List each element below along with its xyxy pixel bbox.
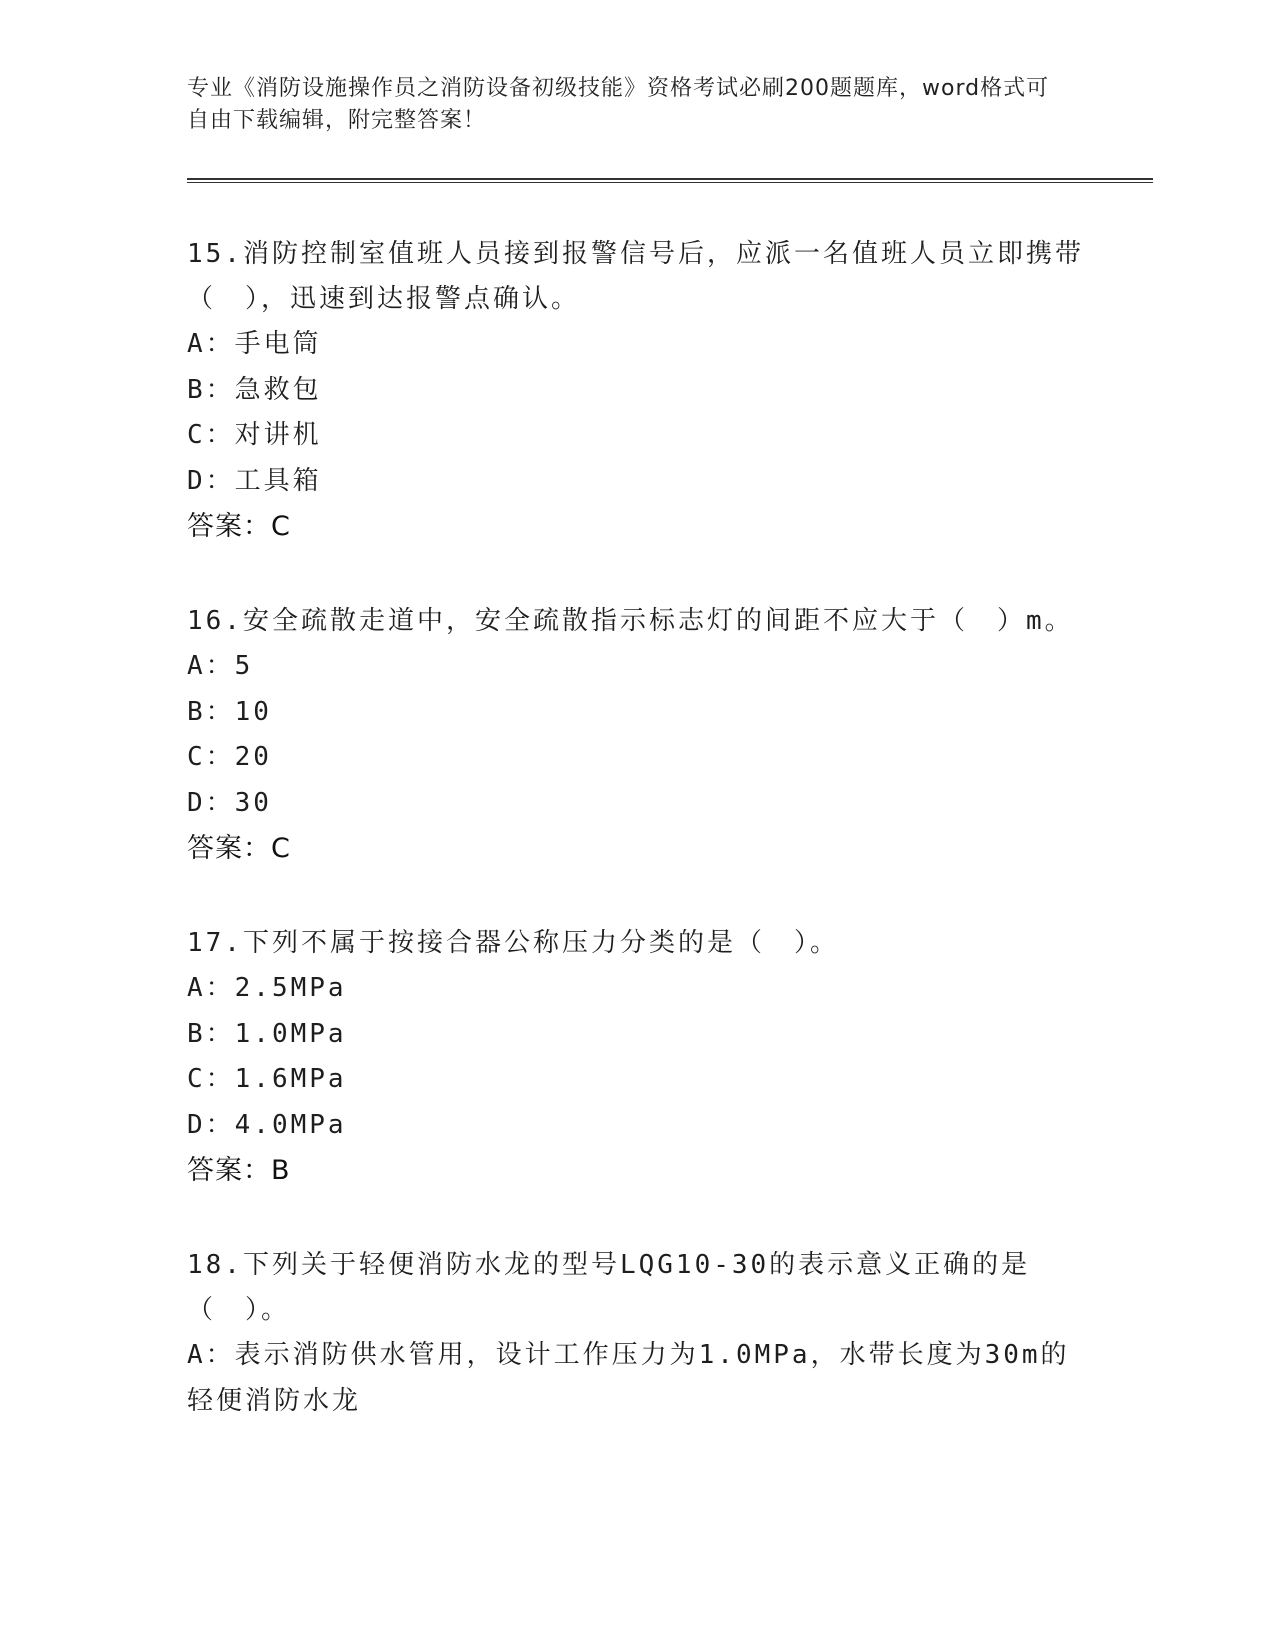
question-16 bbox=[187, 599, 1087, 872]
option-b: B：1.0MPa bbox=[187, 1018, 347, 1049]
option-b: B：急救包 bbox=[187, 374, 322, 405]
question-list bbox=[187, 232, 1087, 1473]
option-d: D：工具箱 bbox=[187, 465, 322, 496]
header-divider bbox=[187, 178, 1153, 183]
option-c: C：对讲机 bbox=[187, 420, 322, 450]
question-15 bbox=[187, 232, 1087, 550]
question-stem: 15.消防控制室值班人员接到报警信号后，应派一名值班人员立即携带（ ），迅速到达报警点确认。 bbox=[187, 239, 1084, 314]
question-stem: 18.下列关于轻便消防水龙的型号LQG10-30的表示意义正确的是（ ）。 bbox=[187, 1250, 1031, 1325]
option-a: A：表示消防供水管用，设计工作压力为1.0MPa，水带长度为30m的轻便消防水龙 bbox=[187, 1340, 1070, 1416]
option-a: A：5 bbox=[187, 651, 254, 681]
option-a: A：手电筒 bbox=[187, 329, 322, 359]
answer-line: 答案：C bbox=[187, 833, 291, 864]
option-a: A：2.5MPa bbox=[187, 973, 347, 1003]
question-18 bbox=[187, 1243, 1087, 1424]
answer-line: 答案：B bbox=[187, 1155, 291, 1186]
option-d: D：4.0MPa bbox=[187, 1109, 347, 1140]
answer-line: 答案：C bbox=[187, 511, 291, 542]
option-b: B：10 bbox=[187, 696, 272, 727]
option-c: C：1.6MPa bbox=[187, 1064, 347, 1094]
question-stem: 17.下列不属于按接合器公称压力分类的是（ ）。 bbox=[187, 928, 839, 958]
question-17 bbox=[187, 921, 1087, 1194]
option-d: D：30 bbox=[187, 787, 272, 818]
document-header: 专业《消防设施操作员之消防设备初级技能》资格考试必刷200题题库，word格式可自由下载编辑，附完整答案！ bbox=[187, 76, 1050, 133]
question-stem: 16.安全疏散走道中，安全疏散指示标志灯的间距不应大于（ ）m。 bbox=[187, 606, 1074, 636]
option-c: C：20 bbox=[187, 742, 272, 772]
